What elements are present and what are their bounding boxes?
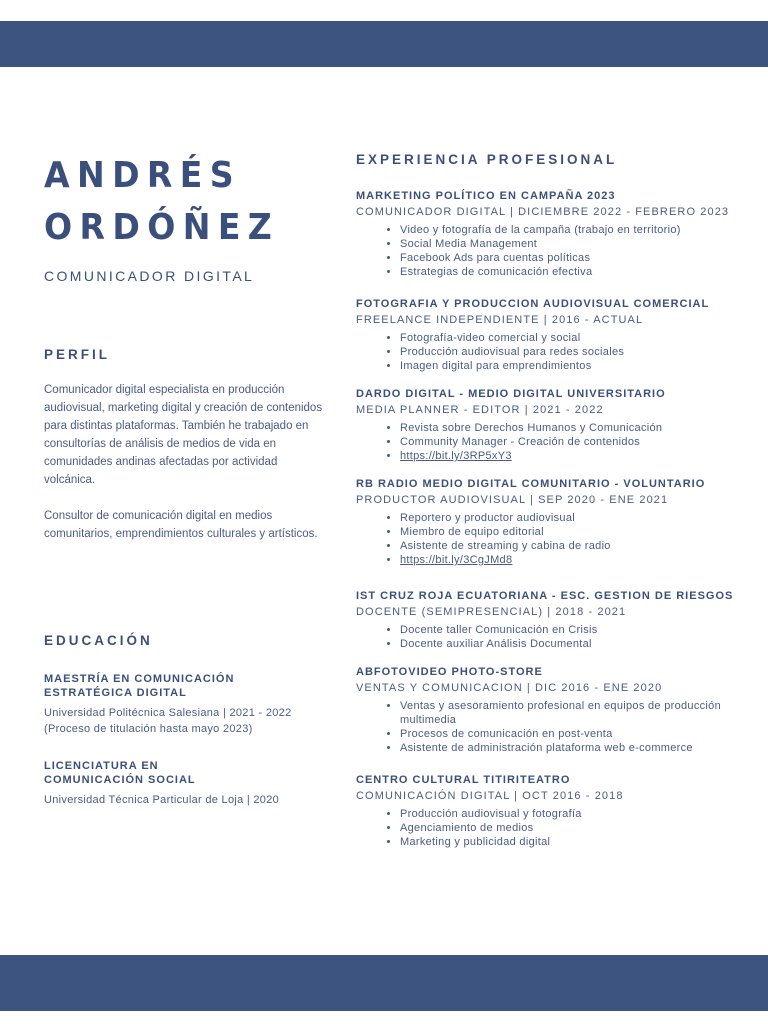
list-item: • Producción audiovisual para redes sociales bbox=[400, 345, 748, 359]
educacion-title: EDUCACIÓN bbox=[44, 633, 153, 648]
list-item: • Asistente de streaming y cabina de radio bbox=[400, 539, 748, 553]
list-item: • Asistente de administración plataforma web e-commerce bbox=[400, 741, 748, 755]
list-item: • Marketing y publicidad digital bbox=[400, 835, 748, 849]
job-role: FREELANCE INDEPENDIENTE | 2016 - ACTUAL bbox=[356, 314, 644, 326]
list-item: • Revista sobre Derechos Humanos y Comunicación bbox=[400, 421, 748, 435]
job-link[interactable]: • https://bit.ly/3CgJMd8 bbox=[400, 553, 748, 567]
edu-detail: Universidad Politécnica Salesiana | 2021 - 2022 bbox=[44, 707, 292, 719]
name-first: ANDRÉS bbox=[44, 155, 241, 196]
experience-section bbox=[356, 152, 748, 861]
list-item: • Ventas y asesoramiento profesional en equipos de producción multimedia bbox=[400, 699, 748, 727]
edu-item bbox=[44, 759, 334, 808]
name-last: ORDÓÑEZ bbox=[44, 207, 280, 248]
edu-detail: Universidad Técnica Particular de Loja | 2020 bbox=[44, 794, 280, 806]
job-title: CENTRO CULTURAL TITIRITEATRO bbox=[356, 774, 571, 786]
job-title: MARKETING POLÍTICO EN CAMPAÑA 2023 bbox=[356, 190, 616, 202]
top-band bbox=[0, 21, 768, 67]
job-role: PRODUCTOR AUDIOVISUAL | SEP 2020 - ENE 2021 bbox=[356, 494, 669, 506]
list-item: • Reportero y productor audiovisual bbox=[400, 511, 748, 525]
list-item: • Procesos de comunicación en post-venta bbox=[400, 727, 748, 741]
list-item: • Video y fotografía de la campaña (trabajo en territorio) bbox=[400, 223, 748, 237]
job-entry bbox=[356, 665, 748, 755]
list-item: • Imagen digital para emprendimientos bbox=[400, 359, 748, 373]
job-bullets bbox=[356, 699, 748, 755]
job-role: COMUNICACIÓN DIGITAL | OCT 2016 - 2018 bbox=[356, 790, 624, 802]
list-item: • Facebook Ads para cuentas políticas bbox=[400, 251, 748, 265]
list-item: • Social Media Management bbox=[400, 237, 748, 251]
job-bullets bbox=[356, 421, 748, 463]
job-bullets bbox=[356, 623, 748, 651]
edu-item bbox=[44, 672, 334, 737]
job-link[interactable]: • https://bit.ly/3RP5xY3 bbox=[400, 449, 748, 463]
list-item: • Fotografía-video comercial y social bbox=[400, 331, 748, 345]
list-item: • Agenciamiento de medios bbox=[400, 821, 748, 835]
edu-degree: ESTRATÉGICA DIGITAL bbox=[44, 687, 187, 699]
job-title: IST CRUZ ROJA ECUATORIANA - ESC. GESTION DE RIESGOS bbox=[356, 590, 734, 602]
list-item: • Community Manager - Creación de contenidos bbox=[400, 435, 748, 449]
job-title: ABFOTOVIDEO PHOTO-STORE bbox=[356, 666, 543, 678]
job-entry bbox=[356, 477, 748, 567]
job-entry bbox=[356, 589, 748, 651]
edu-degree: COMUNICACIÓN SOCIAL bbox=[44, 774, 196, 786]
job-entry bbox=[356, 773, 748, 849]
list-item: • Miembro de equipo editorial bbox=[400, 525, 748, 539]
job-role: MEDIA PLANNER - EDITOR | 2021 - 2022 bbox=[356, 404, 604, 416]
job-bullets bbox=[356, 223, 748, 279]
job-entry bbox=[356, 387, 748, 463]
job-bullets bbox=[356, 511, 748, 567]
perfil-paragraph: Consultor de comunicación digital en medios comunitarios, emprendimientos culturales y artísticos. bbox=[44, 510, 318, 540]
job-subtitle: COMUNICADOR DIGITAL bbox=[44, 268, 255, 284]
job-bullets bbox=[356, 807, 748, 849]
perfil-paragraph: Comunicador digital especialista en producción audiovisual, marketing digital y creación de contenidos para distintas plataformas. También he trabajado en consultorías de análisis de medios de vida en comunidades andinas afectadas por actividad volcánica. bbox=[44, 384, 323, 486]
job-title: RB RADIO MEDIO DIGITAL COMUNITARIO - VOLUNTARIO bbox=[356, 478, 706, 490]
experiencia-title: EXPERIENCIA PROFESIONAL bbox=[356, 152, 618, 167]
perfil-title: PERFIL bbox=[44, 347, 111, 362]
job-title: FOTOGRAFIA Y PRODUCCION AUDIOVISUAL COMERCIAL bbox=[356, 298, 710, 310]
job-entry bbox=[356, 189, 748, 279]
job-bullets bbox=[356, 331, 748, 373]
edu-degree: LICENCIATURA EN bbox=[44, 760, 159, 772]
edu-detail: (Proceso de titulación hasta mayo 2023) bbox=[44, 723, 253, 735]
job-role: COMUNICADOR DIGITAL | DICIEMBRE 2022 - FEBRERO 2023 bbox=[356, 206, 730, 218]
job-title: DARDO DIGITAL - MEDIO DIGITAL UNIVERSITARIO bbox=[356, 388, 666, 400]
bottom-band bbox=[0, 955, 768, 1011]
list-item: • Docente auxiliar Análisis Documental bbox=[400, 637, 748, 651]
job-entry bbox=[356, 297, 748, 373]
list-item: • Docente taller Comunicación en Crisis bbox=[400, 623, 748, 637]
list-item: • Estrategias de comunicación efectiva bbox=[400, 265, 748, 279]
job-role: DOCENTE (SEMIPRESENCIAL) | 2018 - 2021 bbox=[356, 606, 627, 618]
job-role: VENTAS Y COMUNICACION | DIC 2016 - ENE 2020 bbox=[356, 682, 663, 694]
perfil-text bbox=[44, 381, 324, 561]
name-block bbox=[44, 150, 324, 284]
edu-degree: MAESTRÍA EN COMUNICACIÓN bbox=[44, 673, 235, 685]
list-item: • Producción audiovisual y fotografía bbox=[400, 807, 748, 821]
